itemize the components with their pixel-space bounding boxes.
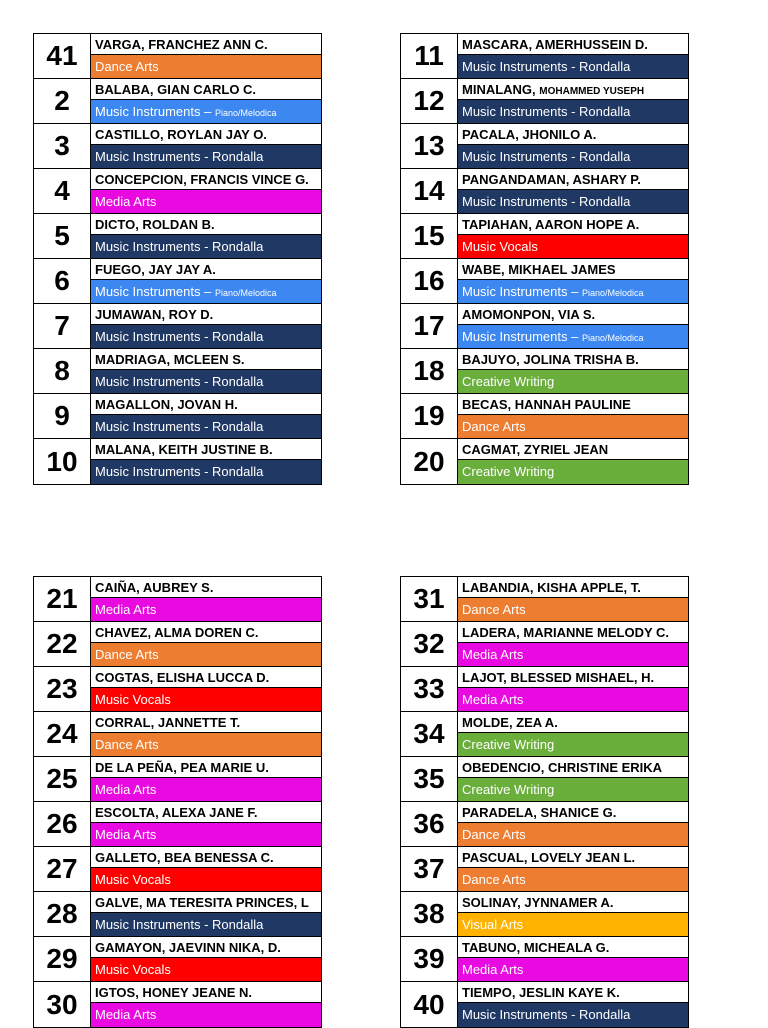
roster-block-2 — [400, 33, 689, 485]
roster-number: 6 — [34, 259, 91, 303]
roster-number: 12 — [401, 79, 458, 123]
category-label: Dance Arts — [458, 823, 688, 846]
category-label: Dance Arts — [458, 868, 688, 891]
student-name: MAGALLON, JOVAN H. — [91, 394, 321, 415]
roster-row — [401, 757, 688, 802]
roster-row — [401, 937, 688, 982]
category-label: Music Vocals — [91, 688, 321, 711]
student-name: GALLETO, BEA BENESSA C. — [91, 847, 321, 868]
roster-row — [401, 124, 688, 169]
student-name: BALABA, GIAN CARLO C. — [91, 79, 321, 100]
category-label: Media Arts — [91, 778, 321, 801]
roster-row — [401, 304, 688, 349]
roster-row — [401, 394, 688, 439]
student-name: PASCUAL, LOVELY JEAN L. — [458, 847, 688, 868]
roster-number: 23 — [34, 667, 91, 711]
roster-row — [401, 892, 688, 937]
roster-row — [34, 577, 321, 622]
category-label: Dance Arts — [91, 643, 321, 666]
student-name: FUEGO, JAY JAY A. — [91, 259, 321, 280]
roster-block-4 — [400, 576, 689, 1028]
roster-row — [401, 712, 688, 757]
category-label: Media Arts — [91, 598, 321, 621]
roster-row — [34, 259, 321, 304]
roster-row — [34, 349, 321, 394]
student-name: OBEDENCIO, CHRISTINE ERIKA — [458, 757, 688, 778]
roster-number: 4 — [34, 169, 91, 213]
roster-number: 32 — [401, 622, 458, 666]
student-name: CORRAL, JANNETTE T. — [91, 712, 321, 733]
roster-row — [401, 667, 688, 712]
student-name: CONCEPCION, FRANCIS VINCE G. — [91, 169, 321, 190]
category-label: Music Instruments – Piano/Melodica — [91, 100, 321, 123]
roster-block-1 — [33, 33, 322, 485]
roster-number: 34 — [401, 712, 458, 756]
roster-number: 15 — [401, 214, 458, 258]
student-name: WABE, MIKHAEL JAMES — [458, 259, 688, 280]
student-name: CAIÑA, AUBREY S. — [91, 577, 321, 598]
roster-row — [401, 622, 688, 667]
roster-number: 7 — [34, 304, 91, 348]
roster-number: 31 — [401, 577, 458, 621]
category-label: Music Instruments - Rondalla — [91, 415, 321, 438]
category-label: Music Instruments - Rondalla — [91, 325, 321, 348]
roster-row — [34, 757, 321, 802]
roster-number: 33 — [401, 667, 458, 711]
category-label: Music Vocals — [458, 235, 688, 258]
roster-row — [401, 577, 688, 622]
student-name: TAPIAHAN, AARON HOPE A. — [458, 214, 688, 235]
roster-row — [34, 214, 321, 259]
category-label: Music Instruments - Rondalla — [91, 460, 321, 484]
student-name: MASCARA, AMERHUSSEIN D. — [458, 34, 688, 55]
student-name: LADERA, MARIANNE MELODY C. — [458, 622, 688, 643]
roster-number: 20 — [401, 439, 458, 484]
category-label: Dance Arts — [458, 598, 688, 621]
category-label: Music Instruments - Rondalla — [458, 100, 688, 123]
category-label: Media Arts — [458, 958, 688, 981]
roster-row — [34, 124, 321, 169]
category-label: Creative Writing — [458, 370, 688, 393]
student-name: AMOMONPON, VIA S. — [458, 304, 688, 325]
roster-row — [401, 439, 688, 484]
student-name: PARADELA, SHANICE G. — [458, 802, 688, 823]
roster-row — [34, 667, 321, 712]
student-name: VARGA, FRANCHEZ ANN C. — [91, 34, 321, 55]
roster-row — [401, 214, 688, 259]
roster-row — [401, 34, 688, 79]
roster-row — [401, 259, 688, 304]
category-label: Music Instruments – Piano/Melodica — [458, 325, 688, 348]
roster-block-3 — [33, 576, 322, 1028]
roster-row — [34, 79, 321, 124]
student-name: LAJOT, BLESSED MISHAEL, H. — [458, 667, 688, 688]
roster-row — [34, 892, 321, 937]
student-name: MOLDE, ZEA A. — [458, 712, 688, 733]
roster-row — [34, 169, 321, 214]
student-name: ESCOLTA, ALEXA JANE F. — [91, 802, 321, 823]
roster-number: 25 — [34, 757, 91, 801]
roster-number: 39 — [401, 937, 458, 981]
category-label: Music Instruments - Rondalla — [91, 235, 321, 258]
category-label: Music Instruments - Rondalla — [91, 913, 321, 936]
roster-row — [34, 712, 321, 757]
category-label: Creative Writing — [458, 733, 688, 756]
category-label: Dance Arts — [91, 55, 321, 78]
category-label: Dance Arts — [91, 733, 321, 756]
category-label: Music Instruments - Rondalla — [91, 370, 321, 393]
category-label: Music Instruments - Rondalla — [458, 145, 688, 168]
student-name: CAGMAT, ZYRIEL JEAN — [458, 439, 688, 460]
category-label: Media Arts — [458, 688, 688, 711]
student-name: SOLINAY, JYNNAMER A. — [458, 892, 688, 913]
roster-number: 22 — [34, 622, 91, 666]
roster-number: 30 — [34, 982, 91, 1027]
roster-row — [34, 937, 321, 982]
roster-row — [34, 439, 321, 484]
student-name: JUMAWAN, ROY D. — [91, 304, 321, 325]
roster-number: 9 — [34, 394, 91, 438]
roster-row — [401, 349, 688, 394]
category-label: Creative Writing — [458, 778, 688, 801]
roster-number: 11 — [401, 34, 458, 78]
student-name: CASTILLO, ROYLAN JAY O. — [91, 124, 321, 145]
roster-number: 5 — [34, 214, 91, 258]
student-name: COGTAS, ELISHA LUCCA D. — [91, 667, 321, 688]
roster-number: 13 — [401, 124, 458, 168]
roster-number: 19 — [401, 394, 458, 438]
roster-number: 38 — [401, 892, 458, 936]
student-name: MINALANG, MOHAMMED YUSEPH — [458, 79, 688, 100]
roster-row — [401, 847, 688, 892]
category-label: Music Vocals — [91, 958, 321, 981]
student-name: MALANA, KEITH JUSTINE B. — [91, 439, 321, 460]
roster-number: 40 — [401, 982, 458, 1027]
category-label: Media Arts — [91, 1003, 321, 1027]
roster-row — [401, 982, 688, 1027]
category-label: Media Arts — [91, 190, 321, 213]
roster-number: 24 — [34, 712, 91, 756]
roster-row — [34, 622, 321, 667]
student-name: LABANDIA, KISHA APPLE, T. — [458, 577, 688, 598]
roster-number: 17 — [401, 304, 458, 348]
roster-number: 16 — [401, 259, 458, 303]
student-name: CHAVEZ, ALMA DOREN C. — [91, 622, 321, 643]
roster-number: 14 — [401, 169, 458, 213]
roster-row — [401, 802, 688, 847]
student-name: TIEMPO, JESLIN KAYE K. — [458, 982, 688, 1003]
roster-number: 36 — [401, 802, 458, 846]
category-label: Creative Writing — [458, 460, 688, 484]
student-name: PANGANDAMAN, ASHARY P. — [458, 169, 688, 190]
student-name: GAMAYON, JAEVINN NIKA, D. — [91, 937, 321, 958]
category-label: Dance Arts — [458, 415, 688, 438]
roster-number: 41 — [34, 34, 91, 78]
student-name: MADRIAGA, MCLEEN S. — [91, 349, 321, 370]
roster-number: 8 — [34, 349, 91, 393]
category-label: Music Instruments - Rondalla — [458, 1003, 688, 1027]
roster-number: 10 — [34, 439, 91, 484]
roster-row — [34, 304, 321, 349]
roster-number: 37 — [401, 847, 458, 891]
category-label: Media Arts — [458, 643, 688, 666]
roster-number: 28 — [34, 892, 91, 936]
category-label: Music Vocals — [91, 868, 321, 891]
category-label: Music Instruments - Rondalla — [458, 55, 688, 78]
student-name: BAJUYO, JOLINA TRISHA B. — [458, 349, 688, 370]
roster-row — [34, 847, 321, 892]
roster-number: 18 — [401, 349, 458, 393]
roster-number: 35 — [401, 757, 458, 801]
category-label: Visual Arts — [458, 913, 688, 936]
category-label: Music Instruments - Rondalla — [91, 145, 321, 168]
roster-number: 27 — [34, 847, 91, 891]
student-name: DE LA PEÑA, PEA MARIE U. — [91, 757, 321, 778]
category-label: Music Instruments - Rondalla — [458, 190, 688, 213]
student-name: BECAS, HANNAH PAULINE — [458, 394, 688, 415]
roster-number: 21 — [34, 577, 91, 621]
roster-row — [34, 802, 321, 847]
category-label: Music Instruments – Piano/Melodica — [91, 280, 321, 303]
student-name: TABUNO, MICHEALA G. — [458, 937, 688, 958]
category-label: Music Instruments – Piano/Melodica — [458, 280, 688, 303]
roster-row — [401, 79, 688, 124]
roster-number: 2 — [34, 79, 91, 123]
student-name: PACALA, JHONILO A. — [458, 124, 688, 145]
roster-row — [34, 34, 321, 79]
roster-row — [34, 394, 321, 439]
student-name: GALVE, MA TERESITA PRINCES, L — [91, 892, 321, 913]
student-name: IGTOS, HONEY JEANE N. — [91, 982, 321, 1003]
roster-number: 29 — [34, 937, 91, 981]
roster-row — [34, 982, 321, 1027]
roster-number: 26 — [34, 802, 91, 846]
roster-row — [401, 169, 688, 214]
category-label: Media Arts — [91, 823, 321, 846]
student-name: DICTO, ROLDAN B. — [91, 214, 321, 235]
roster-number: 3 — [34, 124, 91, 168]
